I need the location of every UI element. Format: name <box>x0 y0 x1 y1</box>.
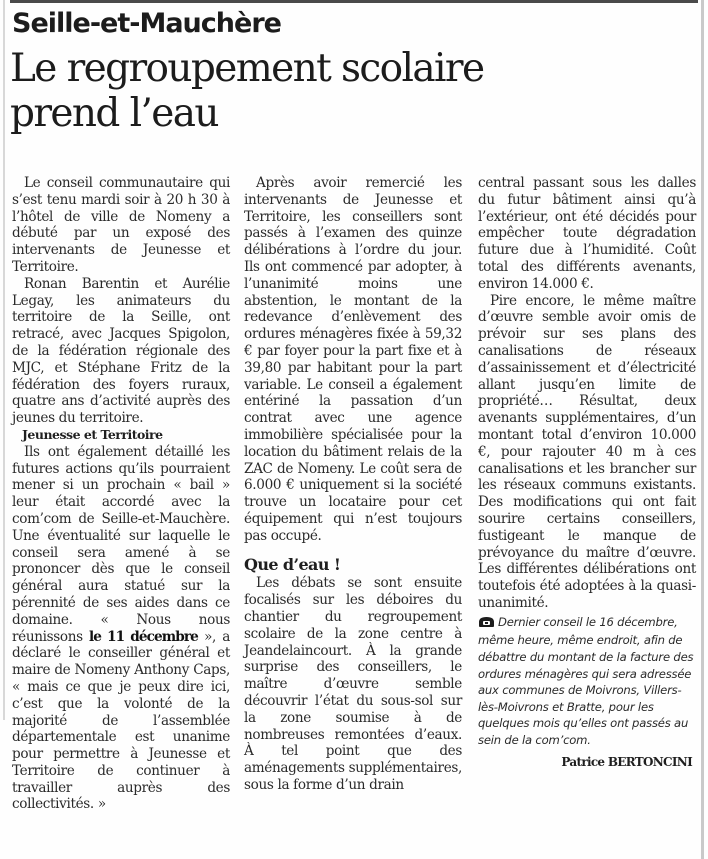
info-note <box>478 614 696 749</box>
note-text: Dernier conseil le 16 décembre, même heure, même endroit, afin de débattre du montant de la facture des ordures ménagères qui sera adressée aux communes de Moivrons, Villers-lès-Moivrons et Bratte, pour les quelques mois qu’elles ont passés au sein de la com’com. <box>478 614 694 747</box>
right-border <box>701 0 704 859</box>
headline-line-1: Le regroupement scolaire <box>10 46 484 91</box>
column-2 <box>244 175 462 794</box>
paragraph: Les débats se sont ensuite focalisés sur les déboires du chantier du regroupement scolaire de la zone centre à Jeandelaincourt. À la grande surprise des conseillers, le maître d’œuvre semble découvrir l’état du sous-sol sur la zone soumise à de nombreuses remontées d’eaux. À tel point que des aménagements supplémentaires, sous la forme d’un drain <box>244 575 462 793</box>
paragraph: Le conseil communautaire qui s’est tenu mardi soir à 20 h 30 à l’hôtel de ville de Nomeny a débuté par un exposé des intervenants de Jeunesse et Territoire. <box>12 175 230 275</box>
phone-car-icon <box>478 616 495 633</box>
left-border <box>3 0 5 720</box>
subheading: Que d’eau ! <box>244 554 341 574</box>
headline <box>10 46 690 136</box>
top-rule <box>10 0 698 3</box>
paragraph-text: », a déclaré le conseiller général et maire de Nomeny Anthony Caps, « mais ce que je peux dire ici, c’est que la volonté de la majorité de l’assemblée départementale est unanime pour permettre à Jeunesse et Territoire de continuer à travailler auprès des collectivités. » <box>12 628 231 813</box>
column-3 <box>478 175 696 771</box>
paragraph: Pire encore, le même maître d’œuvre semble avoir omis de prévoir sur ses plans des canalisations de réseaux d’assainissement et d’électricité allant jusqu’en limite de propriété… Résultat, deux avenants supplémentaires, d’un montant total d’environ 10.000 €, pour rajouter 40 m à ces canalisations et les brancher sur les réseaux communs existants. Des modifications qui ont fait sourire certains conseillers, fustigeant le manque de prévoyance du maître d’œuvre. Les différentes délibérations ont toutefois été adoptées à la quasi-unanimité. <box>478 292 696 611</box>
headline-line-2: prend l’eau <box>10 91 218 136</box>
kicker: Seille-et-Mauchère <box>12 8 281 39</box>
byline: Patrice BERTONCINI <box>561 755 692 770</box>
paragraph <box>12 444 230 814</box>
bold-date: le 11 décembre <box>89 628 198 645</box>
subheading: Jeunesse et Territoire <box>22 426 163 442</box>
paragraph-text: Ils ont également détaillé les futures actions qu’ils pourraient mener si un prochain « bail » leur était accordé avec la com’com de Seille-et-Mauchère. Une éventualité sur laquelle le conseil sera amené à se prononcer dès que le conseil général aura statué sur la pérennité de ses aides dans ce domaine. « Nous nous réunissons <box>12 443 230 645</box>
paragraph: Après avoir remercié les intervenants de Jeunesse et Territoire, les conseillers sont passés à l’examen des quinze délibérations à l’ordre du jour. Ils ont commencé par adopter, à l’unanimité moins une abstention, le montant de la redevance d’enlèvement des ordures ménagères fixée à 59,32 € par foyer pour la part fixe et à 39,80 par habitant pour la part variable. Le conseil a également entériné la passation d’un contrat avec une agence immobilière spécialisée pour la location du bâtiment relais de la ZAC de Nomeny. Le coût sera de 6.000 € uniquement si la société trouve un locataire pour cet équipement qui n’est toujours pas occupé. <box>244 175 462 544</box>
paragraph: Ronan Barentin et Aurélie Legay, les animateurs du territoire de la Seille, ont retracé, avec Jacques Spigolon, de la fédération régionale des MJC, et Stéphane Fritz de la fédération des foyers ruraux, quatre ans d’activité auprès des jeunes du territoire. <box>12 275 230 427</box>
paragraph: central passant sous les dalles du futur bâtiment ainsi qu’à l’extérieur, ont été décidés pour empêcher toute dégradation future due à l’humidité. Coût total des différents avenants, environ 14.000 €. <box>478 175 696 292</box>
column-1 <box>12 175 230 813</box>
